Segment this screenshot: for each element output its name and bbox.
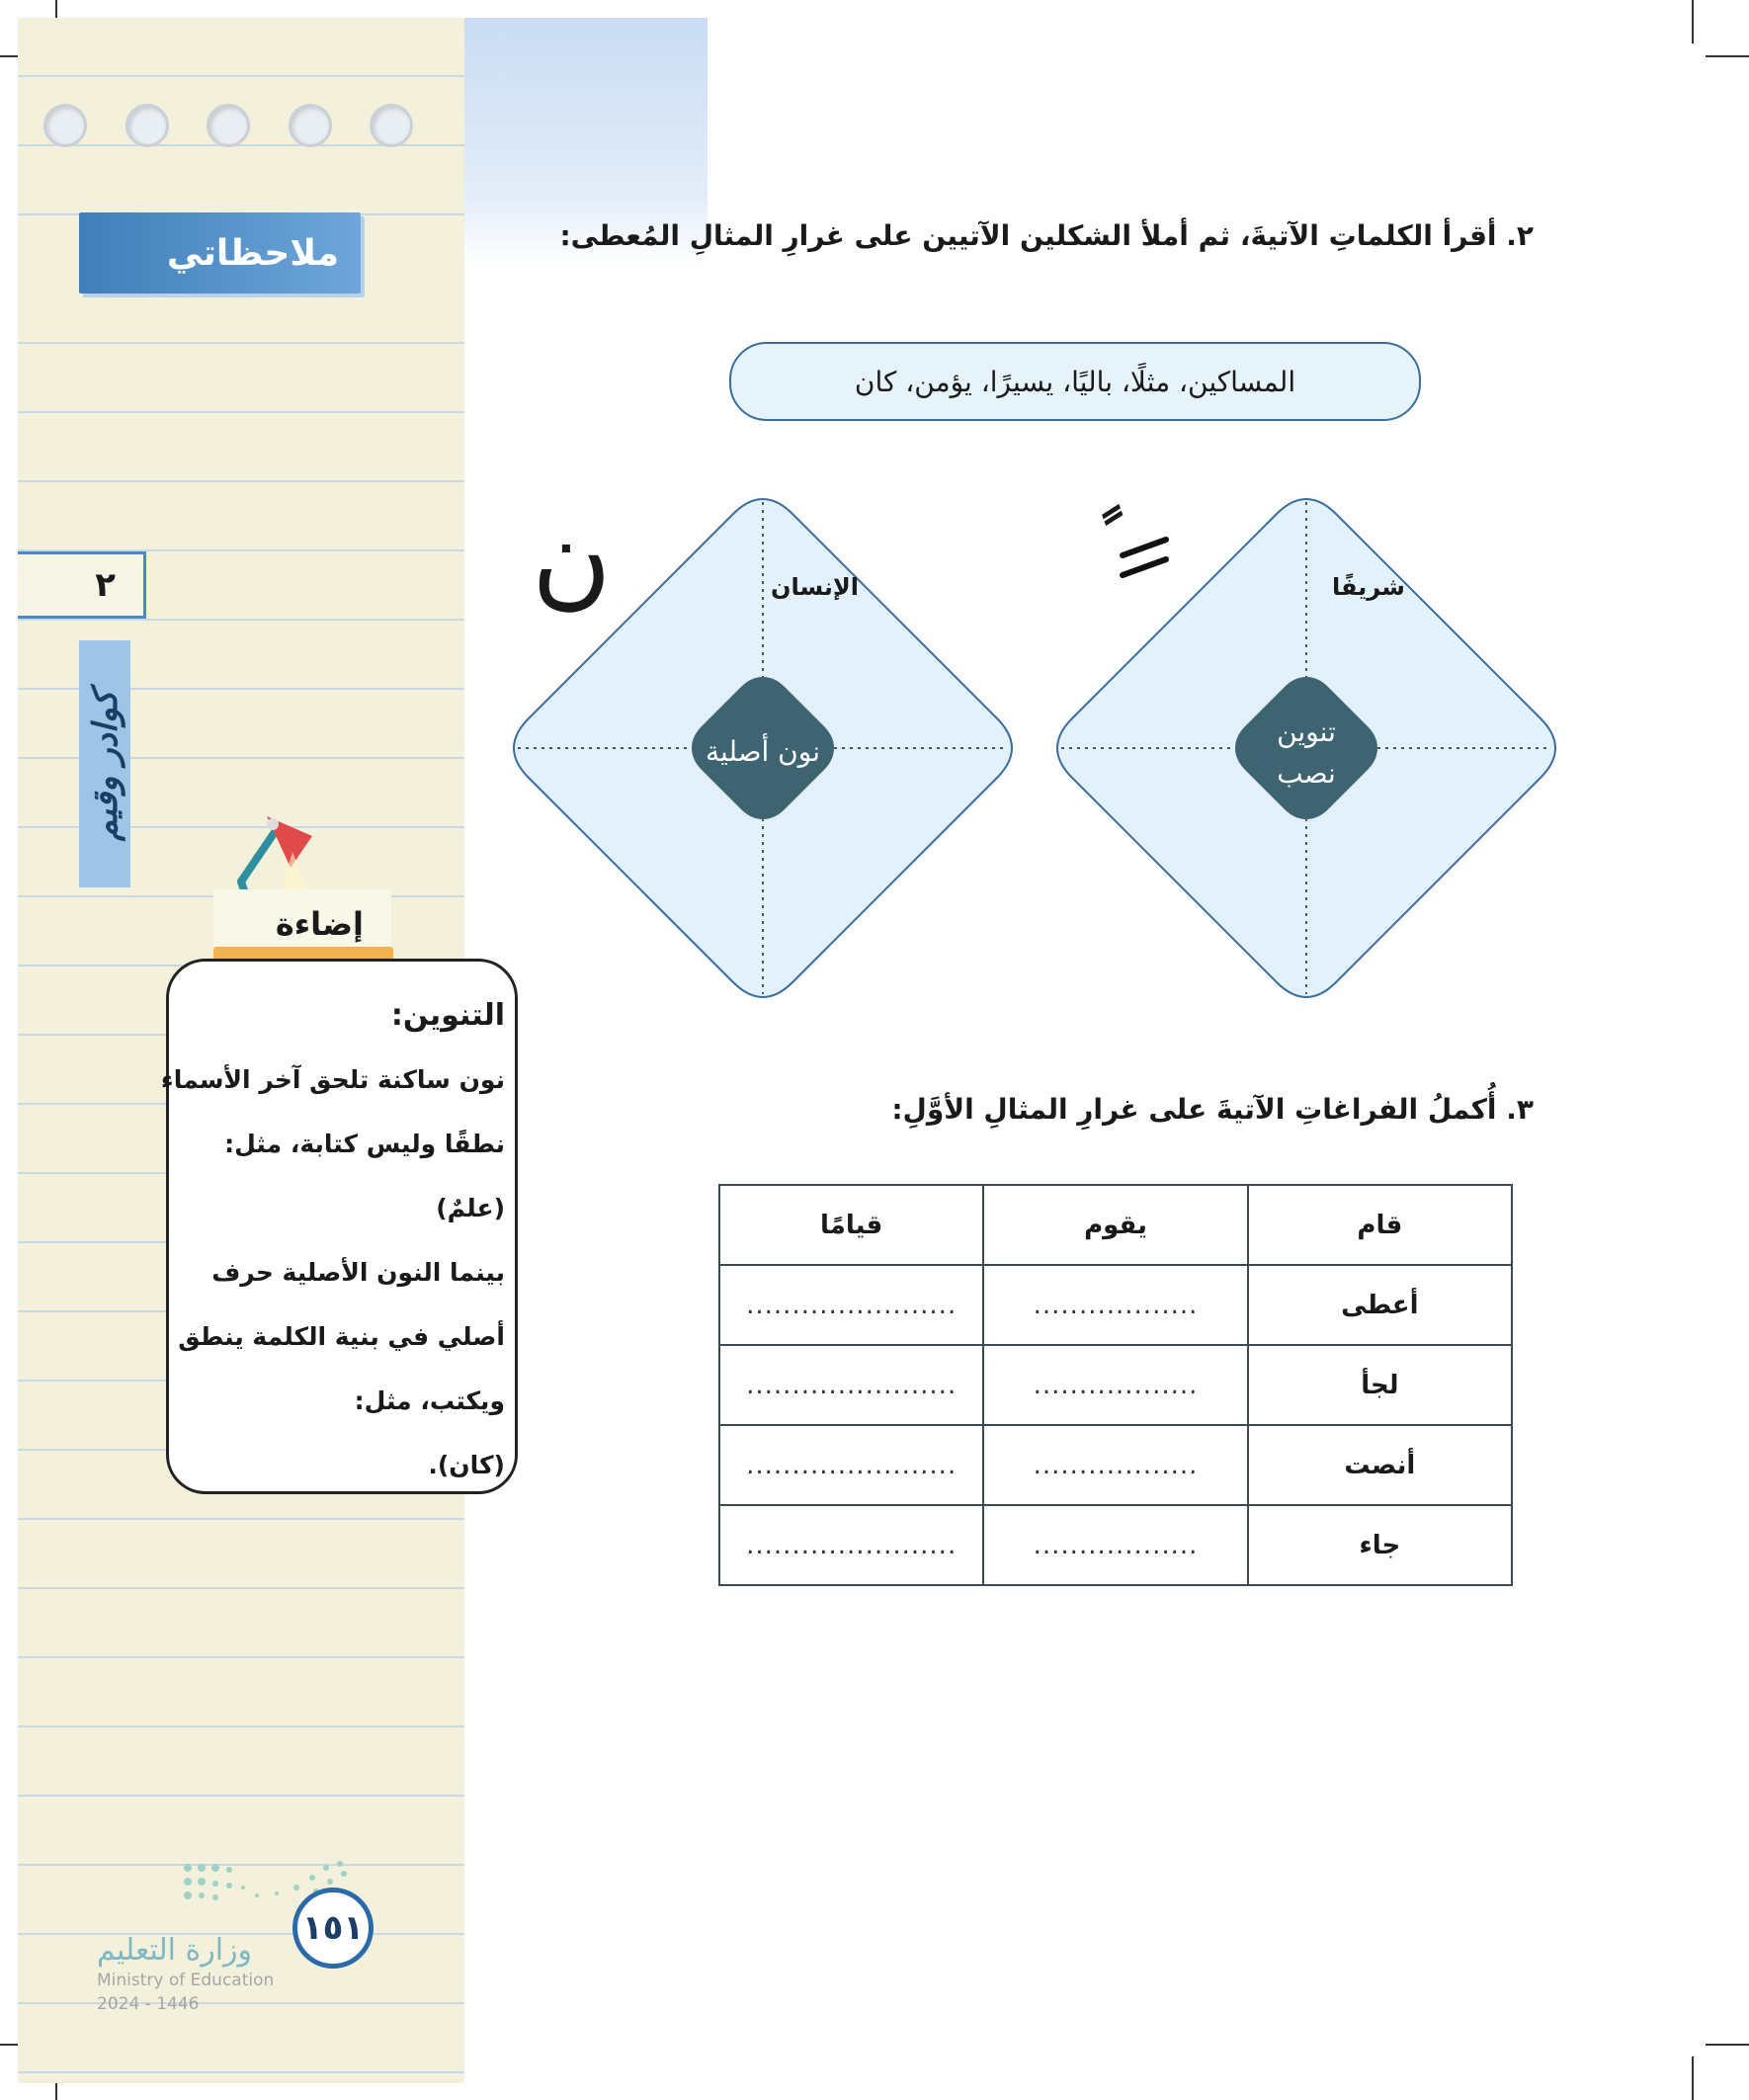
noon-letter-symbol: ن [532,494,612,621]
table-row [719,1265,1512,1345]
binder-hole [289,104,332,147]
info-title: التنوين: [390,998,505,1033]
fill-table [718,1184,1513,1586]
binder-hole [125,104,169,147]
table-cell: جاء [1248,1505,1512,1585]
table-row [719,1505,1512,1585]
table-cell: أنصت [1248,1425,1512,1505]
lamp-label: إضاءة [213,889,391,959]
example-word-right: شريفًا [1332,573,1405,601]
tanween-mark: ً [1090,506,1120,583]
notes-tab: ملاحظاتي [79,212,361,294]
table-row [719,1425,1512,1505]
info-line: نطقًا وليس كتابة، مثل: [224,1130,505,1158]
blank-cell[interactable]: ....................... [719,1265,983,1345]
blank-cell[interactable]: ....................... [719,1425,983,1505]
table-cell: قام [1248,1185,1512,1265]
crop-mark [1692,0,1694,43]
crop-mark [1706,2044,1749,2046]
info-line: ويكتب، مثل: [354,1386,505,1415]
question-3-title: ٣. أُكملُ الفراغاتِ الآتيةَ على غرارِ المثالِ الأوَّلِ: [891,1093,1534,1126]
question-2-title: ٢. أقرأ الكلماتِ الآتيةَ، ثم أملأ الشكلين الآتيين على غرارِ المثالِ المُعطى: [559,219,1534,252]
info-line: (كان). [428,1451,505,1479]
diagrams [494,484,1571,1008]
binder-hole [207,104,250,147]
blank-cell[interactable]: .................. [983,1505,1247,1585]
ministry-name-en: Ministry of Education [97,1971,275,1990]
table-cell: أعطى [1248,1265,1512,1345]
binder-hole [43,104,87,147]
info-line: بينما النون الأصلية حرف [211,1258,505,1287]
info-box [160,959,518,1494]
page-number: ١٥١ [292,1888,374,1969]
binder-hole [370,104,413,147]
example-word-left: الإنسان [771,573,860,601]
info-line: (علمٌ) [436,1194,505,1222]
table-header-row [719,1185,1512,1265]
table-cell: قيامًا [719,1185,983,1265]
table-cell: يقوم [983,1185,1247,1265]
blank-cell[interactable]: .................. [983,1345,1247,1425]
blank-cell[interactable]: ....................... [719,1505,983,1585]
blank-cell[interactable]: .................. [983,1425,1247,1505]
word-bank: المساكين، مثلًا، باليًا، يسيرًا، يؤمن، كان [729,342,1421,421]
center-label-right-2: نصب [1277,757,1336,790]
crop-mark [1706,55,1749,57]
unit-title-strip [79,640,130,887]
center-label-left: نون أصلية [705,735,820,768]
crop-mark [1692,2057,1694,2100]
edition-year: 2024 - 1446 [97,1994,200,2014]
blank-cell[interactable]: ....................... [719,1345,983,1425]
unit-number: ٢ [18,551,146,619]
unit-title: كوادر وقيم [86,690,125,842]
center-label-right-1: تنوين [1277,715,1336,748]
table-cell: لجأ [1248,1345,1512,1425]
info-line: نون ساكنة تلحق آخر الأسماء [160,1065,505,1094]
tanween-fath-icon [1117,534,1176,583]
ministry-name-ar: وزارة التعليم [97,1933,253,1968]
table-row [719,1345,1512,1425]
blank-cell[interactable]: .................. [983,1265,1247,1345]
info-line: أصلي في بنية الكلمة ينطق [178,1322,505,1351]
